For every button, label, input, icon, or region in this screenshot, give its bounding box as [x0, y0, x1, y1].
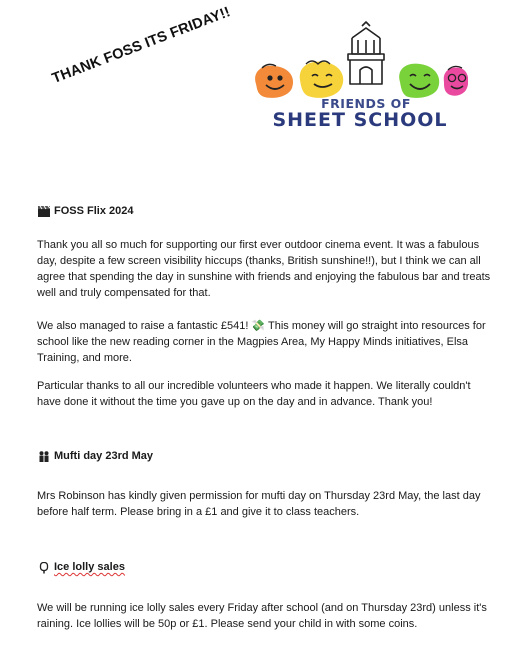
- foss-flix-title: FOSS Flix 2024: [54, 205, 134, 217]
- ice-lolly-paragraph: [37, 600, 492, 632]
- ice-lolly-text: We will be running ice lolly sales every Friday after school (and on Thursday 23rd) unless it's raining. Ice lollies will be 50p or £1. Please send your child in with some coins.: [37, 602, 487, 630]
- section-title-foss-flix: [38, 205, 133, 217]
- tagline-text: THANK FOSS ITS FRIDAY!!: [50, 4, 233, 87]
- foss-flix-text-3: Particular thanks to all our incredible volunteers who made it happen. We literally couldn't have done it without the time you gave up on the day and in advance. Thank you!: [37, 380, 471, 408]
- ice-lolly-title: Ice lolly sales: [54, 561, 125, 573]
- tagline: [50, 4, 233, 87]
- clapperboard-icon: [38, 206, 50, 217]
- pink-face-icon: [444, 66, 468, 95]
- mufti-title: Mufti day 23rd May: [54, 450, 154, 462]
- orange-face-icon: [255, 64, 293, 98]
- foss-flix-text-1: Thank you all so much for supporting our first ever outdoor cinema event. It was a fabulous day, despite a few screen visibility hiccups (thanks, British sunshine!!), but I think we can all agree that spending the day in sunshine with friends and enjoying the fabulous bar and treats well and truly compensated for that.: [37, 239, 491, 299]
- foss-flix-paragraph-3: [37, 378, 492, 410]
- foss-flix-paragraph-2: [37, 318, 492, 366]
- yellow-face-icon: [300, 61, 343, 98]
- mufti-paragraph: [37, 488, 492, 520]
- logo-line-2: SHEET SCHOOL: [272, 109, 448, 131]
- logo-illustration: [248, 20, 468, 100]
- section-title-mufti: [38, 450, 153, 462]
- mufti-text: Mrs Robinson has kindly given permission for mufti day on Thursday 23rd May, the last day before half term. Please bring in a £1 and give it to class teachers.: [37, 490, 481, 518]
- ice-lolly-icon: [38, 562, 50, 573]
- school-logo: [248, 20, 468, 135]
- foss-flix-paragraph-1: [37, 237, 492, 301]
- green-face-icon: [399, 64, 439, 98]
- section-title-ice-lolly: [38, 561, 125, 573]
- logo-line-1: FRIENDS OF: [321, 96, 411, 111]
- foss-flix-text-2: We also managed to raise a fantastic £541! 💸 This money will go straight into resources for school like the new reading corner in the Magpies Area, My Happy Minds initiatives, Elsa Training, and more.: [37, 320, 486, 364]
- people-icon: [38, 451, 50, 462]
